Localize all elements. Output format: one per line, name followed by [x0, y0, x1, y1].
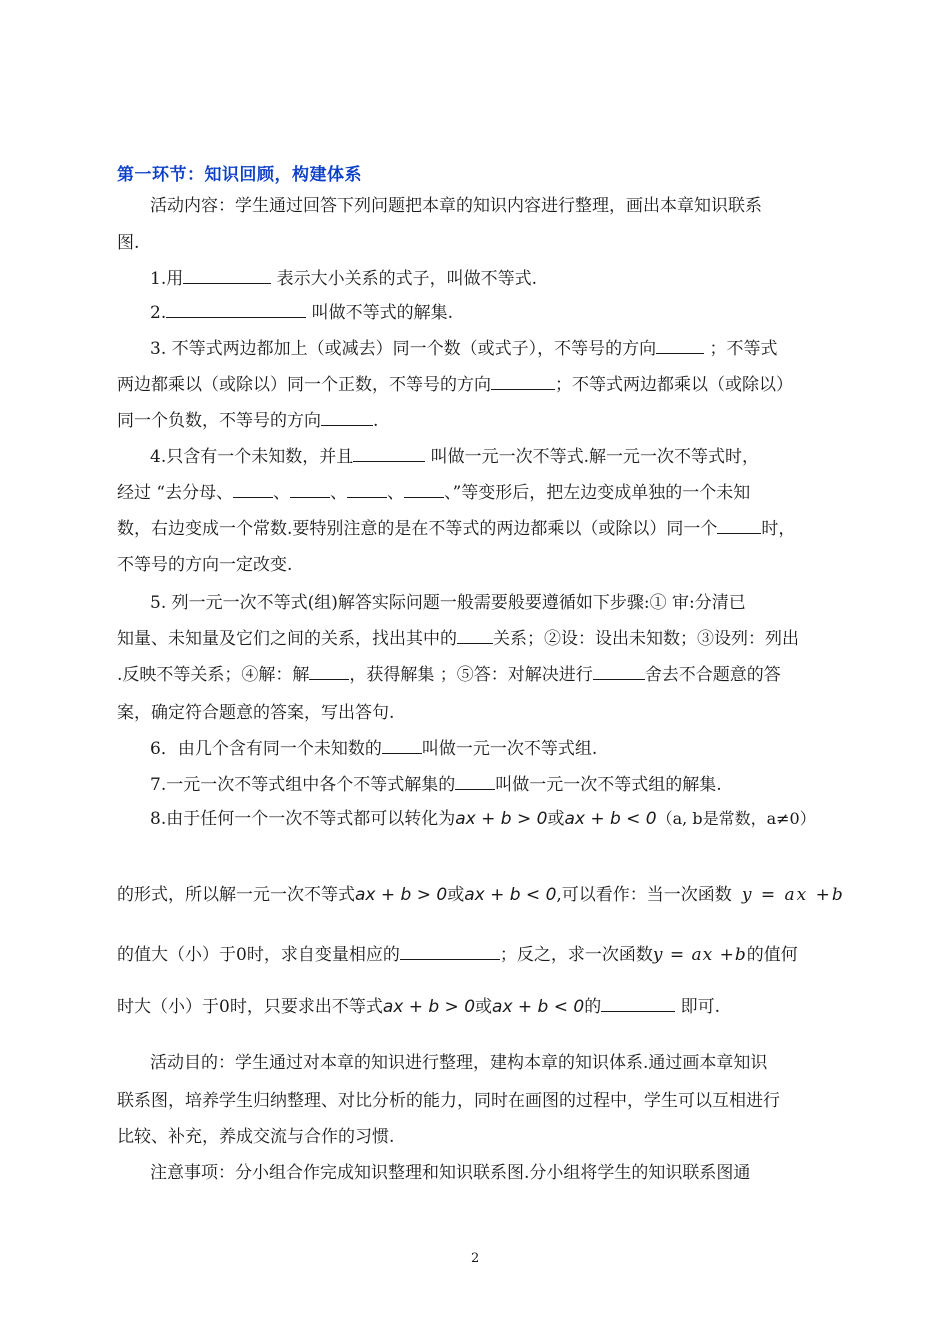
q2-blank[interactable] [166, 302, 306, 318]
q7-text-b: 叫做一元一次不等式组的解集. [495, 775, 722, 795]
q3-text-b: ；不等式 [704, 339, 778, 359]
q8-or: 或 [475, 997, 493, 1017]
question-1 [150, 268, 537, 290]
q3-blank-3[interactable] [321, 410, 373, 426]
question-3-line-1 [150, 338, 778, 360]
question-8-line-2 [117, 884, 845, 906]
q4-text-f: 时， [761, 519, 796, 539]
q4-blank-1[interactable] [353, 446, 425, 462]
q3-text-c: 两边都乘以（或除以）同一个正数，不等号的方向 [117, 375, 491, 395]
q5-text-d: ，获得解集 ；⑤答：对解决进行 [349, 665, 593, 685]
q4-sep: 、 [444, 483, 453, 503]
q4-blank-4[interactable] [347, 482, 387, 498]
q5-text-e: 舍去不合题意的答 [644, 665, 781, 685]
q8-text-c: 的形式，所以解一元一次不等式 [117, 885, 355, 905]
math-expr-lt: ax + b < 0 [464, 885, 557, 905]
question-5-line-2 [117, 628, 799, 650]
q5-text-c: .反映不等关系；④解：解 [117, 665, 310, 685]
q3-blank-2[interactable] [491, 374, 555, 390]
q8-text-e: 的值大（小）于0时，求自变量相应的 [117, 945, 400, 965]
question-4-line-3 [117, 518, 795, 540]
question-5-line-4: 案，确定符合题意的答案，写出答句. [117, 703, 395, 723]
math-expr-lt: ax + b < 0 [492, 997, 585, 1017]
q8-text-h: 时大（小）于0时，只要求出不等式 [117, 997, 383, 1017]
q8-text-j: 即可. [675, 997, 721, 1017]
q4-text-c: 经过 “去分母、 [117, 483, 234, 503]
question-8-line-1 [150, 808, 816, 830]
math-expr-gt: ax + b > 0 [455, 809, 548, 829]
q3-text-a: 3. 不等式两边都加上（或减去）同一个数（或式子），不等号的方向 [150, 339, 657, 359]
q6-text-a: 6．由几个含有同一个未知数的 [150, 739, 382, 759]
function-expression: y = ax +b [741, 885, 845, 905]
question-3-line-3 [117, 410, 378, 432]
q3-text-f: . [373, 411, 379, 431]
question-8-line-4 [117, 996, 720, 1018]
q5-blank-1[interactable] [457, 628, 493, 644]
question-3-line-2 [117, 374, 793, 396]
question-5-line-1: 5. 列一元一次不等式(组)解答实际问题一般需要般要遵循如下步骤:① 审:分清已 [150, 593, 746, 613]
q5-blank-2[interactable] [309, 664, 349, 680]
q8-or: 或 [447, 885, 465, 905]
page-number: 2 [471, 1251, 480, 1266]
q4-blank-6[interactable] [717, 518, 761, 534]
q4-blank-2[interactable] [233, 482, 273, 498]
q3-text-d: ；不等式两边都乘以（或除以） [555, 375, 793, 395]
math-expr-gt: ax + b > 0 [382, 997, 476, 1017]
notes-line-1: 注意事项：分小组合作完成知识整理和知识联系图.分小组将学生的知识联系图通 [150, 1163, 751, 1183]
q6-text-b: 叫做一元一次不等式组. [421, 739, 598, 759]
q6-blank[interactable] [382, 738, 422, 754]
q1-text-b: 表示大小关系的式子，叫做不等式. [271, 269, 538, 289]
question-4-line-4: 不等号的方向一定改变. [117, 555, 293, 575]
activity-goal-line-2: 联系图，培养学生归纳整理、对比分析的能力，同时在画图的过程中，学生可以互相进行 [117, 1091, 780, 1111]
q8-text-a: 8.由于任何一个一次不等式都可以转化为 [150, 809, 456, 829]
q3-blank-1[interactable] [656, 338, 704, 354]
activity-goal-line-3: 比较、补充，养成交流与合作的习惯. [117, 1127, 395, 1147]
q4-blank-5[interactable] [404, 482, 444, 498]
q8-blank-2[interactable] [601, 996, 675, 1012]
math-expr-gt: ax + b > 0 [355, 885, 448, 905]
question-7 [150, 774, 722, 796]
q4-sep: 、 [330, 483, 348, 503]
function-expression: y = ax +b [652, 945, 747, 965]
q7-text-a: 7.一元一次不等式组中各个不等式解集的 [150, 775, 456, 795]
q5-blank-3[interactable] [593, 664, 645, 680]
q7-blank[interactable] [455, 774, 495, 790]
q4-sep: 、 [273, 483, 291, 503]
q8-text-i: 的 [584, 997, 602, 1017]
q1-blank[interactable] [183, 268, 271, 284]
q4-sep: 、 [387, 483, 405, 503]
activity-content-line-2: 图. [117, 233, 140, 253]
q8-text-d: ,可以看作：当一次函数 [556, 885, 732, 905]
q4-text-d: ”等变形后，把左边变成单独的一个未知 [452, 483, 751, 503]
question-5-line-3 [117, 664, 781, 686]
question-4-line-1 [150, 446, 759, 468]
q2-text-a: 2. [150, 303, 167, 323]
question-2 [150, 302, 453, 324]
q8-text-g: 的值何 [746, 945, 798, 965]
q8-text-b: （a, b是常数，a≠0） [656, 809, 816, 828]
q4-blank-3[interactable] [290, 482, 330, 498]
activity-goal-line-1: 活动目的：学生通过对本章的知识进行整理，建构本章的知识体系.通过画本章知识 [150, 1053, 768, 1073]
q4-text-e: 数，右边变成一个常数.要特别注意的是在不等式的两边都乘以（或除以）同一个 [117, 519, 718, 539]
q8-or: 或 [547, 809, 565, 829]
q2-text-b: 叫做不等式的解集. [306, 303, 454, 323]
q4-text-a: 4.只含有一个未知数，并且 [150, 447, 354, 467]
q4-text-b: 叫做一元一次不等式.解一元一次不等式时， [425, 447, 760, 467]
q3-text-e: 同一个负数，不等号的方向 [117, 411, 321, 431]
q5-text-b: 关系；②设：设出未知数；③设列：列出 [493, 629, 799, 649]
q8-text-f: ；反之，求一次函数 [499, 945, 653, 965]
activity-content-line-1: 活动内容：学生通过回答下列问题把本章的知识内容进行整理，画出本章知识联系 [150, 196, 762, 216]
question-6 [150, 738, 597, 760]
math-expr-lt: ax + b < 0 [564, 809, 657, 829]
q1-text-a: 1.用 [150, 269, 184, 289]
q5-text-a: 知量、未知量及它们之间的关系，找出其中的 [117, 629, 457, 649]
section-heading: 第一环节：知识回顾，构建体系 [117, 165, 362, 185]
q8-blank-1[interactable] [400, 944, 500, 960]
question-4-line-2 [117, 482, 750, 504]
question-8-line-3 [117, 944, 798, 966]
